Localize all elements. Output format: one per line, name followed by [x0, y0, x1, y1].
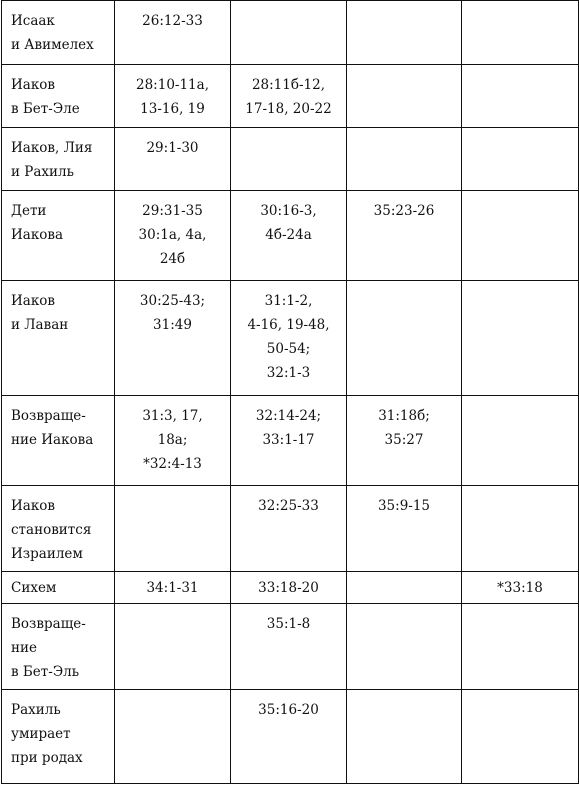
reference-line: 32:25-33 — [258, 498, 319, 514]
topic-cell — [2, 128, 115, 191]
reference-cell — [231, 1, 347, 65]
reference-cell — [115, 604, 231, 690]
reference-cell — [462, 1, 579, 65]
topic-line: ние Иакова — [11, 432, 94, 448]
reference-cell — [347, 65, 462, 128]
reference-cell — [462, 65, 579, 128]
reference-cell — [462, 486, 579, 572]
topic-line: ние — [11, 640, 37, 656]
reference-line: 26:12-33 — [142, 13, 203, 29]
topic-line: при родах — [11, 750, 83, 766]
reference-line: 13-16, 19 — [140, 101, 205, 117]
topic-line: в Бет-Эль — [11, 664, 80, 680]
reference-line: 34:1-31 — [146, 580, 199, 596]
reference-line: 31:18б; — [378, 408, 430, 424]
reference-line: 33:18-20 — [258, 580, 319, 596]
reference-cell — [115, 572, 231, 604]
reference-cell — [231, 128, 347, 191]
topic-cell — [2, 396, 115, 486]
topic-line: и Рахиль — [11, 164, 74, 180]
reference-line: 50-54; — [266, 341, 311, 357]
reference-cell — [231, 281, 347, 396]
table-row — [2, 191, 579, 281]
reference-line: 31:1-2, — [264, 293, 313, 309]
reference-cell — [462, 396, 579, 486]
reference-cell — [231, 604, 347, 690]
reference-cell — [231, 191, 347, 281]
reference-cell — [231, 572, 347, 604]
table-row — [2, 604, 579, 690]
reference-line: 35:27 — [384, 432, 424, 448]
references-table — [1, 0, 579, 784]
reference-line: 28:11б-12, — [251, 77, 326, 93]
reference-line: 4-16, 19-48, — [247, 317, 330, 333]
reference-cell — [347, 690, 462, 784]
topic-line: Исаак — [11, 13, 55, 29]
topic-line: становится — [11, 522, 92, 538]
topic-cell — [2, 486, 115, 572]
table-row — [2, 486, 579, 572]
table-row — [2, 572, 579, 604]
reference-line: 32:14-24; — [255, 408, 322, 424]
table-body — [2, 1, 579, 784]
reference-cell — [115, 65, 231, 128]
reference-line: 29:1-30 — [146, 140, 199, 156]
reference-line: 24б — [159, 251, 186, 267]
reference-line: 32:1-3 — [266, 365, 311, 381]
reference-cell — [462, 604, 579, 690]
reference-cell — [231, 65, 347, 128]
reference-line: 31:3, 17, — [142, 408, 203, 424]
reference-line: 28:10-11а, — [136, 77, 209, 93]
reference-cell — [231, 690, 347, 784]
topic-cell — [2, 572, 115, 604]
reference-line: 18а; — [157, 432, 188, 448]
reference-cell — [115, 128, 231, 191]
topic-line: в Бет-Эле — [11, 101, 80, 117]
table-row — [2, 281, 579, 396]
topic-cell — [2, 1, 115, 65]
table-row — [2, 128, 579, 191]
topic-cell — [2, 281, 115, 396]
topic-line: Рахиль — [11, 702, 61, 718]
reference-cell — [462, 572, 579, 604]
topic-line: и Авимелех — [11, 37, 94, 53]
reference-cell — [115, 486, 231, 572]
reference-line: 35:1-8 — [266, 616, 311, 632]
reference-cell — [115, 690, 231, 784]
topic-cell — [2, 690, 115, 784]
reference-cell — [347, 572, 462, 604]
reference-cell — [462, 128, 579, 191]
topic-line: Иаков — [11, 77, 55, 93]
reference-line: 35:9-15 — [377, 498, 431, 514]
table-row — [2, 396, 579, 486]
reference-line: 35:23-26 — [373, 203, 435, 219]
topic-line: Иакова — [11, 227, 64, 243]
reference-line: 30:25-43; — [139, 293, 206, 309]
reference-cell — [231, 486, 347, 572]
reference-line: 17-18, 20-22 — [245, 101, 332, 117]
reference-cell — [462, 281, 579, 396]
reference-cell — [347, 1, 462, 65]
topic-line: Израилем — [11, 546, 83, 562]
table-row — [2, 1, 579, 65]
topic-line: Возвраще- — [11, 408, 86, 424]
reference-cell — [347, 486, 462, 572]
reference-line: 29:31-35 — [142, 203, 203, 219]
topic-line: Возвраще- — [11, 616, 86, 632]
table-row — [2, 65, 579, 128]
reference-cell — [115, 281, 231, 396]
reference-line: *32:4-13 — [143, 456, 202, 472]
topic-cell — [2, 191, 115, 281]
reference-cell — [115, 396, 231, 486]
reference-cell — [462, 191, 579, 281]
reference-cell — [115, 191, 231, 281]
topic-line: Иаков — [11, 498, 55, 514]
reference-cell — [347, 281, 462, 396]
topic-line: Сихем — [11, 580, 57, 596]
topic-line: умирает — [11, 726, 71, 742]
reference-line: 35:16-20 — [258, 702, 319, 718]
reference-line: 33:1-17 — [262, 432, 315, 448]
reference-cell — [462, 690, 579, 784]
reference-line: 30:1а, 4а, — [138, 227, 207, 243]
reference-cell — [231, 396, 347, 486]
reference-line: *33:18 — [497, 580, 543, 596]
topic-line: Иаков, Лия — [11, 140, 93, 156]
reference-line: 30:16-3, — [260, 203, 317, 219]
topic-line: и Лаван — [11, 317, 69, 333]
topic-cell — [2, 604, 115, 690]
reference-cell — [347, 128, 462, 191]
reference-cell — [347, 604, 462, 690]
reference-cell — [115, 1, 231, 65]
reference-line: 4б-24а — [265, 227, 312, 243]
topic-cell — [2, 65, 115, 128]
topic-line: Иаков — [11, 293, 55, 309]
reference-cell — [347, 396, 462, 486]
reference-line: 31:49 — [153, 317, 192, 333]
topic-line: Дети — [11, 203, 47, 219]
reference-cell — [347, 191, 462, 281]
table-row — [2, 690, 579, 784]
